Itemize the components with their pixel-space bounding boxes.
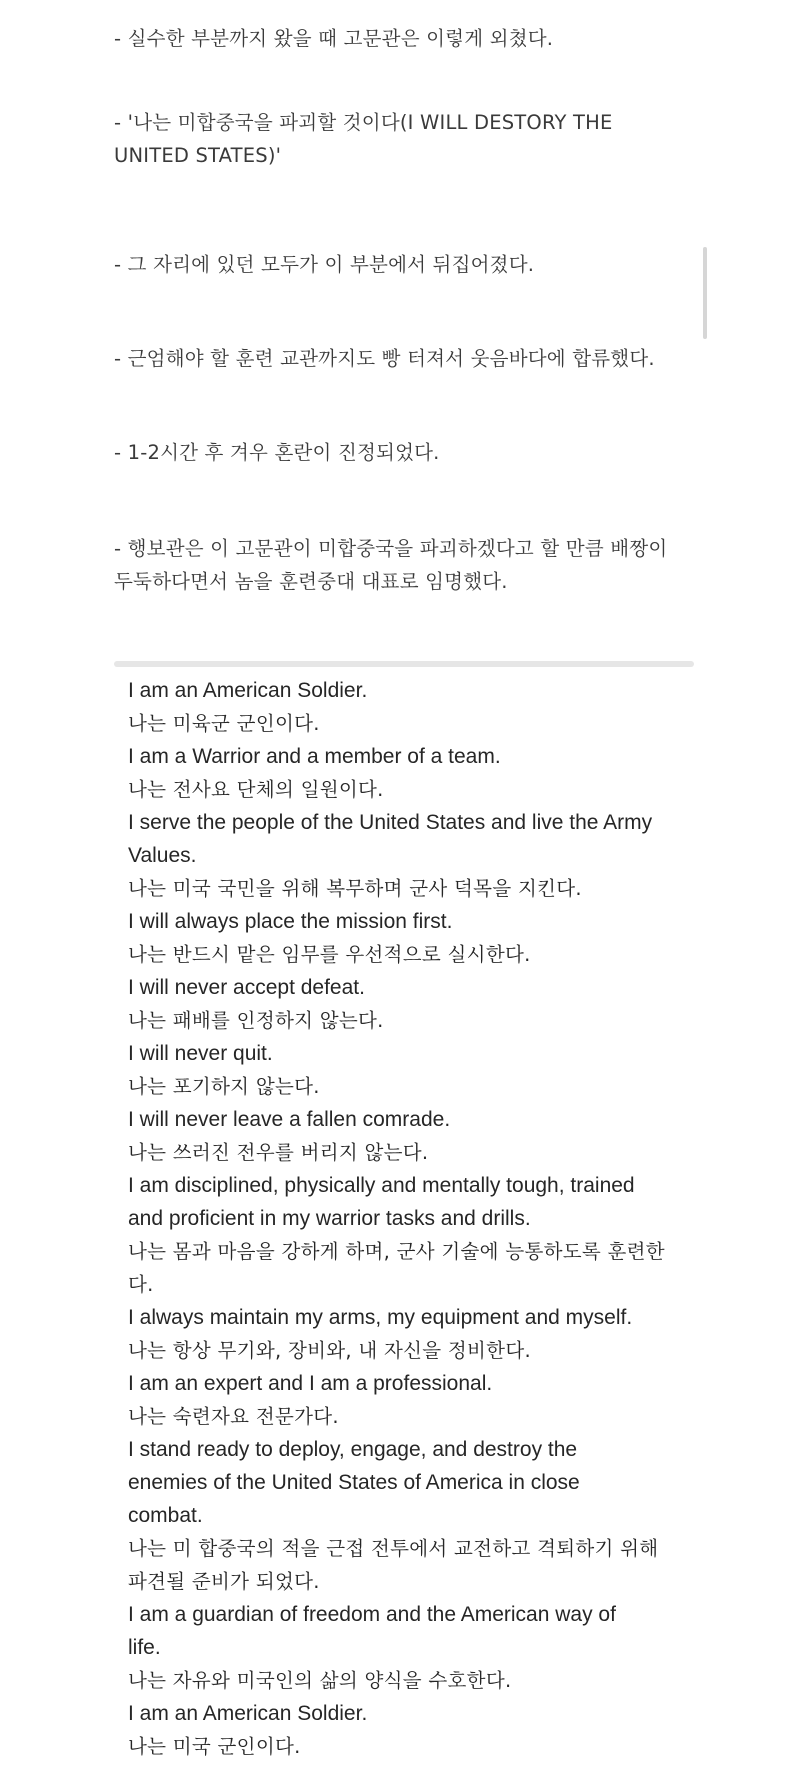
story-bullet-line: UNITED STATES)' [114, 144, 282, 167]
soldiers-creed [128, 674, 698, 1763]
scrollbar-thumb[interactable] [703, 247, 707, 339]
story-bullet-line: - '나는 미합중국을 파괴할 것이다(I WILL DESTORY THE [114, 111, 613, 134]
story-bullet-line: 두둑하다면서 놈을 훈련중대 대표로 임명했다. [114, 570, 508, 593]
story-bullet-line: - 행보관은 이 고문관이 미합중국을 파괴하겠다고 할 만큼 배짱이 [114, 537, 668, 560]
creed-line-korean: 파견될 준비가 되었다. [128, 1570, 320, 1593]
creed-line-korean: 나는 미육군 군인이다. [128, 712, 320, 735]
creed-line-english: I stand ready to deploy, engage, and destroy the [128, 1438, 578, 1461]
creed-line-english: I will always place the mission first. [128, 910, 453, 933]
creed-line-korean: 나는 미국 국민을 위해 복무하며 군사 덕목을 지킨다. [128, 877, 582, 900]
creed-line-korean: 나는 패배를 인정하지 않는다. [128, 1009, 384, 1032]
creed-line-english: I always maintain my arms, my equipment and myself. [128, 1306, 633, 1329]
creed-line-english: I am an American Soldier. [128, 679, 368, 702]
creed-line-korean: 나는 반드시 맡은 임무를 우선적으로 실시한다. [128, 943, 531, 966]
creed-line-english: I am a guardian of freedom and the American way of [128, 1603, 616, 1626]
creed-line-english: I will never leave a fallen comrade. [128, 1108, 451, 1131]
creed-line-english: I am a Warrior and a member of a team. [128, 745, 501, 768]
creed-line-english: I am disciplined, physically and mentally tough, trained [128, 1174, 635, 1197]
creed-line-english: I am an American Soldier. [128, 1702, 368, 1725]
creed-line-english: I am an expert and I am a professional. [128, 1372, 493, 1395]
story-bullet [114, 532, 714, 598]
creed-line-korean: 나는 몸과 마음을 강하게 하며, 군사 기술에 능통하도록 훈련한 [128, 1240, 665, 1263]
creed-line-korean: 나는 미국 군인이다. [128, 1735, 301, 1758]
story-bullet-line: - 근엄해야 할 훈련 교관까지도 빵 터져서 웃음바다에 합류했다. [114, 347, 655, 370]
section-divider [114, 661, 694, 667]
creed-line-korean: 나는 쓰러진 전우를 버리지 않는다. [128, 1141, 429, 1164]
creed-line-korean: 나는 전사요 단체의 일원이다. [128, 778, 384, 801]
creed-line-korean: 나는 포기하지 않는다. [128, 1075, 320, 1098]
story-bullet [114, 106, 714, 172]
creed-line-korean: 나는 항상 무기와, 장비와, 내 자신을 정비한다. [128, 1339, 531, 1362]
story-bullet-line: - 실수한 부분까지 왔을 때 고문관은 이렇게 외쳤다. [114, 27, 554, 50]
creed-line-english: life. [128, 1636, 161, 1659]
creed-line-english: combat. [128, 1504, 203, 1527]
creed-line-english: Values. [128, 844, 197, 867]
creed-line-english: I serve the people of the United States and live the Army [128, 811, 653, 834]
creed-line-english: I will never quit. [128, 1042, 273, 1065]
story-bullet [114, 22, 714, 55]
story-bullet [114, 342, 714, 375]
creed-line-english: and proficient in my warrior tasks and drills. [128, 1207, 531, 1230]
creed-line-english: I will never accept defeat. [128, 976, 365, 999]
creed-line-english: enemies of the United States of America in close [128, 1471, 580, 1494]
story-bullet-line: - 그 자리에 있던 모두가 이 부분에서 뒤집어졌다. [114, 253, 535, 276]
creed-line-korean: 다. [128, 1273, 154, 1296]
story-bullet [114, 248, 714, 281]
story-bullet-line: - 1-2시간 후 겨우 혼란이 진정되었다. [114, 441, 440, 464]
creed-line-korean: 나는 자유와 미국인의 삶의 양식을 수호한다. [128, 1669, 512, 1692]
creed-line-korean: 나는 숙련자요 전문가다. [128, 1405, 339, 1428]
story-bullet [114, 436, 714, 469]
creed-line-korean: 나는 미 합중국의 적을 근접 전투에서 교전하고 격퇴하기 위해 [128, 1537, 659, 1560]
